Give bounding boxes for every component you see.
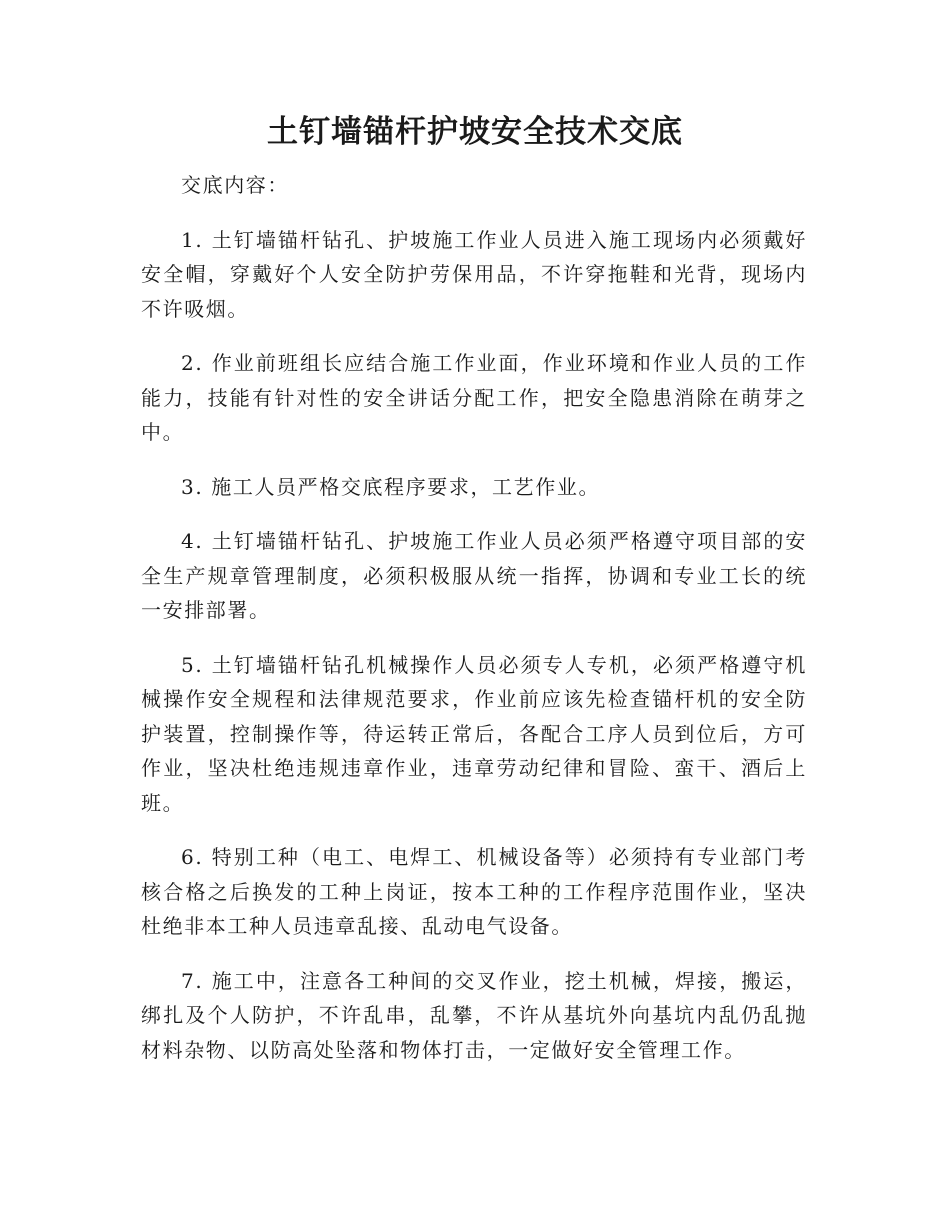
item-2: 2. 作业前班组长应结合施工作业面，作业环境和作业人员的工作能力，技能有针对性的安全讲话分配工作，把安全隐患消除在萌芽之中。: [141, 351, 807, 444]
item-7: 7. 施工中，注意各工种间的交叉作业，挖土机械，焊接，搬运，绑扎及个人防护，不许乱串，乱攀，不许从基坑外向基坑内乱仍乱抛材料杂物、以防高处坠落和物体打击，一定做好安全管理工作。: [141, 968, 807, 1062]
item-6: 6. 特别工种（电工、电焊工、机械设备等）必须持有专业部门考核合格之后换发的工种上岗证，按本工种的工作程序范围作业，坚决杜绝非本工种人员违章乱接、乱动电气设备。: [141, 845, 807, 938]
document-body: [141, 168, 807, 1087]
document-title: 土钉墙锚杆护坡安全技术交底: [267, 114, 683, 150]
intro-label: 交底内容：: [181, 173, 289, 197]
item-4: 4. 土钉墙锚杆钻孔、护坡施工作业人员必须严格遵守项目部的安全生产规章管理制度，必须积极服从统一指挥，协调和专业工长的统一安排部署。: [141, 529, 807, 622]
item-3: 3. 施工人员严格交底程序要求，工艺作业。: [181, 474, 601, 499]
item-5: 5. 土钉墙锚杆钻孔机械操作人员必须专人专机，必须严格遵守机械操作安全规程和法律规范要求，作业前应该先检查锚杆机的安全防护装置，控制操作等，待运转正常后，各配合工序人员到位后，方可作业，坚决杜绝违规违章作业，违章劳动纪律和冒险、蛮干、酒后上班。: [141, 652, 807, 815]
item-1: 1. 土钉墙锚杆钻孔、护坡施工作业人员进入施工现场内必须戴好安全帽，穿戴好个人安全防护劳保用品，不许穿拖鞋和光背，现场内不许吸烟。: [141, 227, 807, 321]
